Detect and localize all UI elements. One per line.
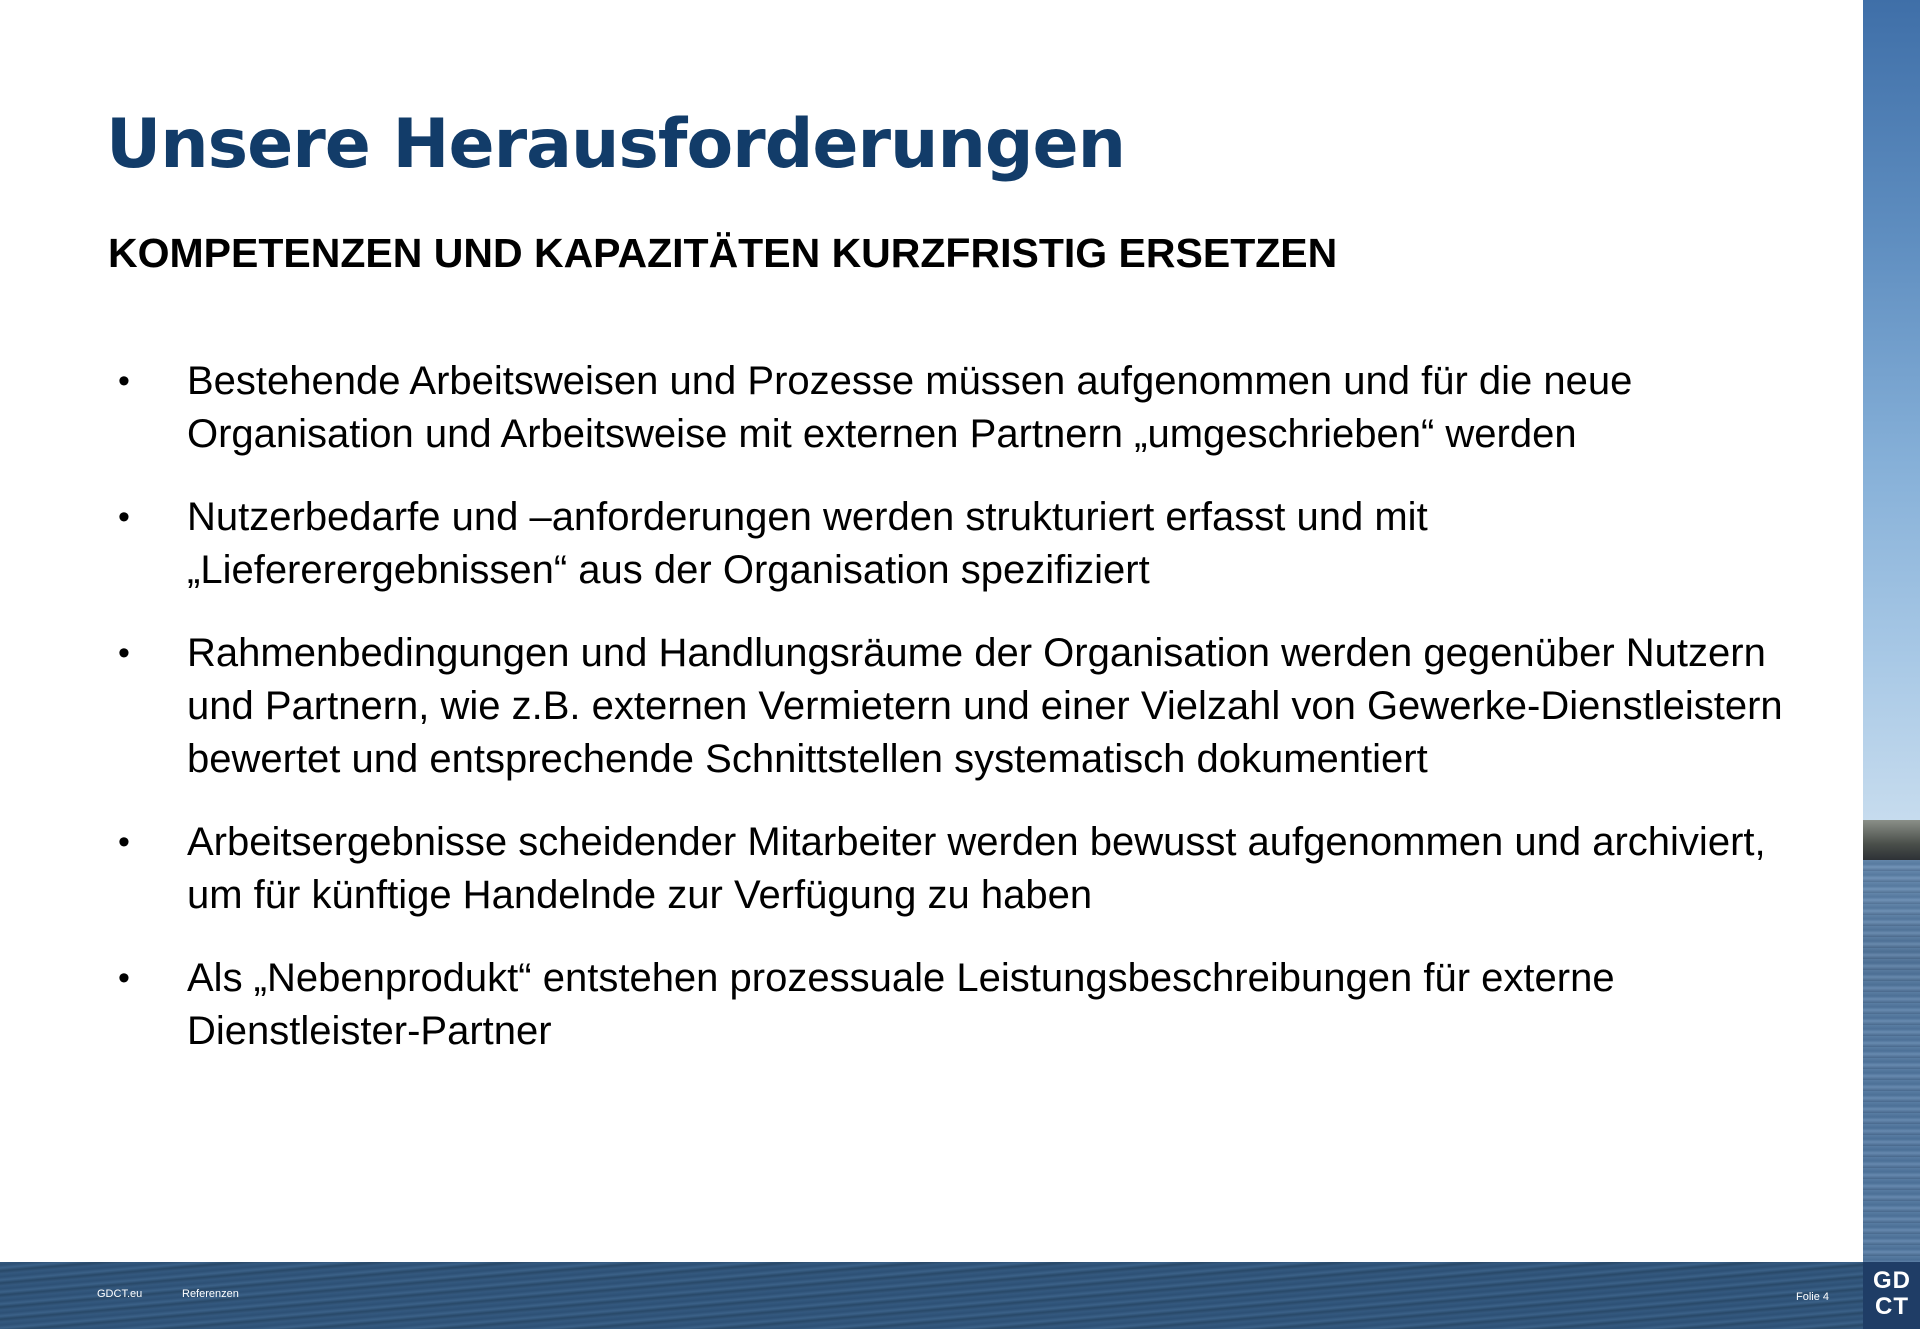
shoreline-decoration [1863,820,1920,860]
bullet-text: Als „Nebenprodukt“ entstehen prozessuale Leistungsbeschreibungen für externe Dienstleister-Partner [187,956,1615,1053]
bullet-item [118,627,1818,786]
footer-band [0,1262,1863,1329]
bullet-text: Bestehende Arbeitsweisen und Prozesse müssen aufgenommen und für die neue Organisation und Arbeitsweise mit externen Partnern „umgeschrieben“ werden [187,359,1633,456]
bullet-dot-icon: • [118,362,130,400]
bullet-item [118,491,1818,597]
bullet-dot-icon: • [118,959,130,997]
bullet-dot-icon: • [118,634,130,672]
slide-subtitle: KOMPETENZEN UND KAPAZITÄTEN KURZFRISTIG ERSETZEN [108,230,1338,276]
bullet-dot-icon: • [118,823,130,861]
water-decoration [1863,860,1920,1262]
bullet-list [118,355,1818,1088]
logo-line-1: GD [1873,1267,1911,1294]
bullet-text: Rahmenbedingungen und Handlungsräume der Organisation werden gegenüber Nutzern und Partnern, wie z.B. externen Vermietern und einer Vielzahl von Gewerke-Dienstleistern bewertet und entsprechende Schnittstellen systematisch dokumentiert [187,631,1783,781]
bullet-item [118,816,1818,922]
bullet-dot-icon: • [118,498,130,536]
slide-title: Unsere Herausforderungen [106,105,1126,184]
footer-references-link[interactable]: Referenzen [182,1288,239,1300]
bullet-item [118,952,1818,1058]
slide-number: Folie 4 [1796,1291,1830,1303]
bullet-text: Nutzerbedarfe und –anforderungen werden strukturiert erfasst und mit „Liefererergebnissen“ aus der Organisation spezifiziert [187,495,1428,592]
gdct-logo [1863,1262,1920,1329]
logo-line-2: CT [1875,1293,1909,1320]
footer-site-link[interactable]: GDCT.eu [97,1288,143,1300]
logo-icon [1867,1268,1917,1324]
bullet-item [118,355,1818,461]
bullet-text: Arbeitsergebnisse scheidender Mitarbeiter werden bewusst aufgenommen und archiviert, um für künftige Handelnde zur Verfügung zu haben [187,820,1766,917]
side-photo-strip [1863,0,1920,1329]
